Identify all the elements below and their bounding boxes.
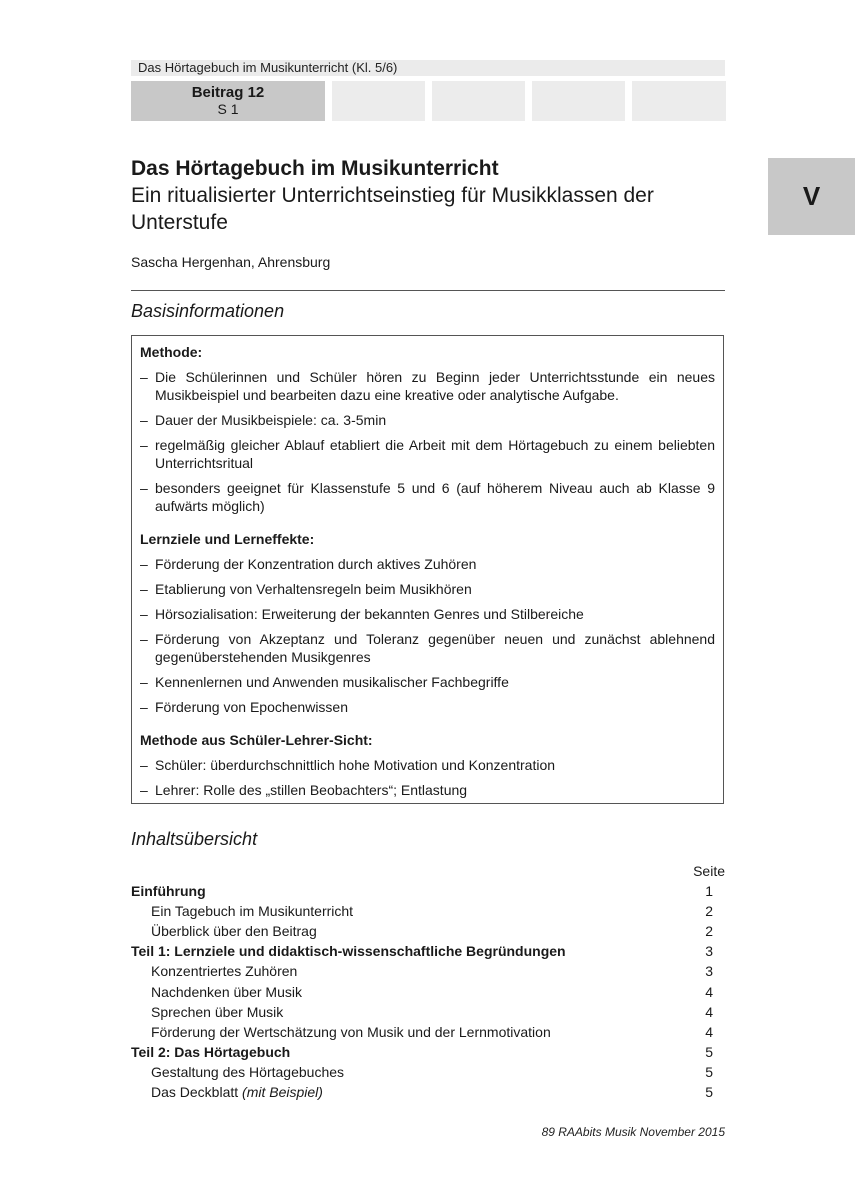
toc-entry-text: Das Deckblatt <box>151 1084 239 1101</box>
list-item: – besonders geeignet für Klassenstufe 5 und 6 (auf höherem Niveau auch ab Klasse 9 aufwärts möglich) <box>140 479 715 515</box>
register-tabs <box>131 81 725 121</box>
list-item: – Kennenlernen und Anwenden musikalischer Fachbegriffe <box>140 673 715 691</box>
toc-entry-label <box>131 1062 344 1082</box>
toc-page-number: 4 <box>705 1003 713 1020</box>
toc-entry-text: Gestaltung des Hörtagebuches <box>151 1063 345 1080</box>
toc-page-number: 2 <box>705 923 713 940</box>
toc-entry-label <box>131 1082 323 1102</box>
author: Sascha Hergenhan, Ahrensburg <box>131 254 331 270</box>
toc-entry-text: Überblick über den Beitrag <box>151 923 317 940</box>
toc-entry-text: Sprechen über Musik <box>151 1003 284 1020</box>
toc-entry-label <box>131 901 353 921</box>
toc-page-number: 4 <box>705 1023 713 1040</box>
toc-entry-text: Teil 1: Lernziele und didaktisch-wissenschaftliche Begründungen <box>131 943 566 960</box>
toc-page-number: 3 <box>705 963 713 980</box>
toc-row <box>131 1042 725 1062</box>
list-item: – Dauer der Musikbeispiele: ca. 3-5min <box>140 411 715 429</box>
toc-row <box>131 1082 725 1102</box>
toc-entry-text: Teil 2: Das Hörtagebuch <box>131 1043 291 1060</box>
toc-row <box>131 881 725 901</box>
info-group-title: Methode: <box>140 344 203 360</box>
section-heading-basis: Basisinformationen <box>131 301 285 321</box>
toc-page-number: 5 <box>705 1043 713 1060</box>
list-item: – Förderung von Akzeptanz und Toleranz gegenüber neuen und zunächst ablehnend gegenüberstehenden Musikgenres <box>140 630 715 666</box>
toc-page-number: 2 <box>705 903 713 920</box>
side-register-tab: V <box>768 158 855 235</box>
toc-entry-text: Konzentriertes Zuhören <box>151 963 298 980</box>
tab-empty <box>432 81 525 121</box>
list-item: – Förderung der Konzentration durch aktives Zuhören <box>140 555 715 573</box>
info-group-title: Lernziele und Lerneffekte: <box>140 531 315 547</box>
toc-entry-text: Förderung der Wertschätzung von Musik und der Lernmotivation <box>151 1023 551 1040</box>
toc-entry-label <box>131 941 566 961</box>
toc-page-number: 5 <box>705 1084 713 1101</box>
list-item: – Hörsozialisation: Erweiterung der bekannten Genres und Stilbereiche <box>140 605 715 623</box>
beitrag-number: Beitrag 12 <box>191 84 265 101</box>
list-item: – Etablierung von Verhaltensregeln beim Musikhören <box>140 580 715 598</box>
toc-row <box>131 1002 725 1022</box>
toc-page-number: 4 <box>705 983 713 1000</box>
tab-empty <box>332 81 425 121</box>
toc-page-number: 1 <box>705 883 713 900</box>
toc-entry-note: (mit Beispiel) <box>242 1084 323 1101</box>
info-group-title: Methode aus Schüler-Lehrer-Sicht: <box>140 732 373 748</box>
footer: 89 RAAbits Musik November 2015 <box>541 1125 725 1139</box>
page-title: Das Hörtagebuch im Musikunterricht <box>131 157 499 180</box>
toc-page-number: 5 <box>705 1063 713 1080</box>
tab-empty <box>532 81 625 121</box>
bullet-list <box>140 368 715 515</box>
bullet-list <box>140 756 715 799</box>
basis-info-box <box>131 335 724 804</box>
tab-beitrag <box>131 81 325 121</box>
toc-entry-text: Einführung <box>131 883 206 900</box>
info-group <box>140 343 715 515</box>
page-number: S 1 <box>217 101 239 117</box>
toc-page-number: 3 <box>705 943 713 960</box>
toc-row <box>131 901 725 921</box>
list-item: – Schüler: überdurchschnittlich hohe Motivation und Konzentration <box>140 756 715 774</box>
toc-row <box>131 1062 725 1082</box>
toc-row <box>131 941 725 961</box>
toc-page-column-label: Seite <box>693 863 725 879</box>
toc-entry-label <box>131 982 302 1002</box>
info-group <box>140 731 715 799</box>
toc-entry-label <box>131 1042 290 1062</box>
tab-empty <box>632 81 726 121</box>
toc-row <box>131 982 725 1002</box>
section-heading-toc: Inhaltsübersicht <box>131 829 258 849</box>
list-item: – Die Schülerinnen und Schüler hören zu Beginn jeder Unterrichtsstunde ein neues Musikbeispiel und bearbeiten dazu eine kreative oder analytische Aufgabe. <box>140 368 715 404</box>
toc-header-row <box>131 861 725 881</box>
toc-entry-label <box>131 921 317 941</box>
toc-entry-label <box>131 961 297 981</box>
table-of-contents <box>131 861 725 1102</box>
toc-entry-label <box>131 1002 283 1022</box>
running-header: Das Hörtagebuch im Musikunterricht (Kl. 5/6) <box>131 60 725 76</box>
toc-entry-label <box>131 1022 551 1042</box>
divider <box>131 290 725 291</box>
info-group <box>140 530 715 716</box>
toc-row <box>131 921 725 941</box>
page-subtitle: Ein ritualisierter Unterrichtseinstieg für Musikklassen der Unterstufe <box>131 184 654 234</box>
toc-entry-text: Ein Tagebuch im Musikunterricht <box>151 903 354 920</box>
list-item: – Lehrer: Rolle des „stillen Beobachters“; Entlastung <box>140 781 715 799</box>
toc-row <box>131 1022 725 1042</box>
list-item: – Förderung von Epochenwissen <box>140 698 715 716</box>
toc-row <box>131 961 725 981</box>
toc-entry-label <box>131 881 206 901</box>
toc-entry-text: Nachdenken über Musik <box>151 983 302 1000</box>
bullet-list <box>140 555 715 716</box>
list-item: – regelmäßig gleicher Ablauf etabliert die Arbeit mit dem Hörtagebuch zu einem beliebten Unterrichtsritual <box>140 436 715 472</box>
